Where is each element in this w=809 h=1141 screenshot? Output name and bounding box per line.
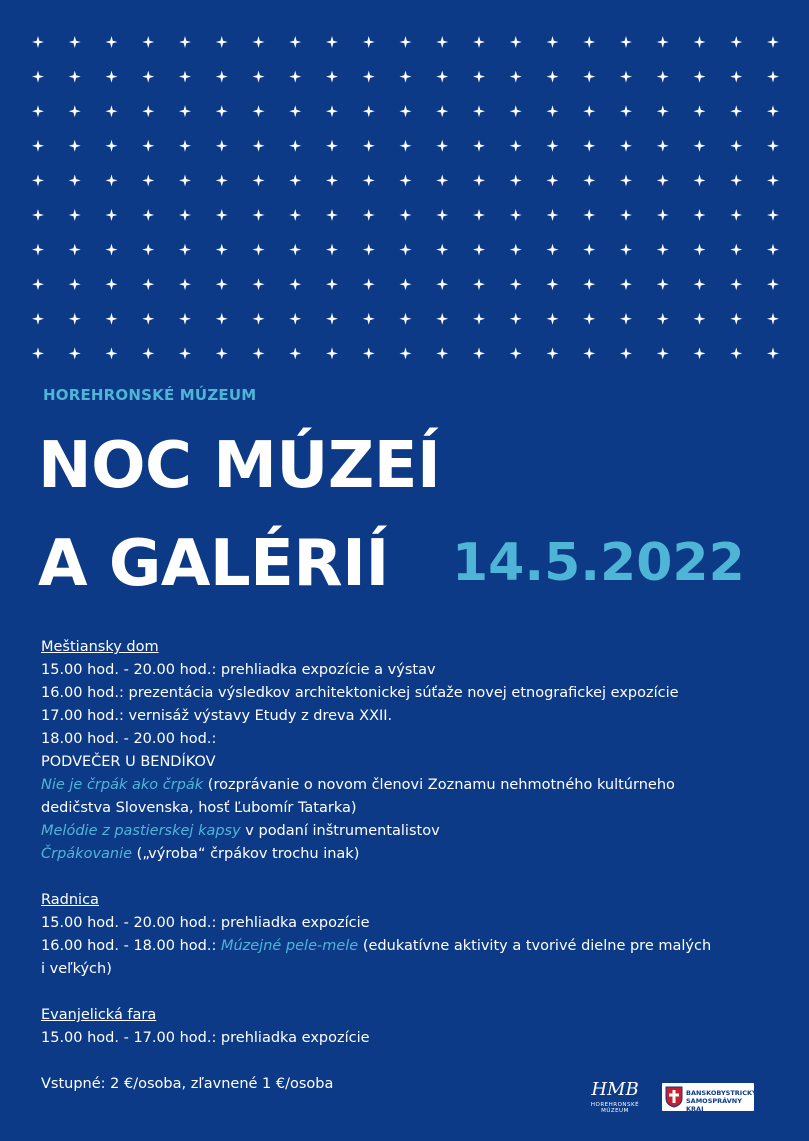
star-icon [436,174,448,186]
item-text: („výroba“ črpákov trochu inak) [132,846,360,862]
star-icon [473,174,485,186]
star-icon [289,71,301,83]
star-icon [363,105,375,117]
star-icon [730,71,742,83]
star-icon [583,244,595,256]
star-icon [400,278,412,290]
star-icon [32,36,44,48]
star-icon [767,71,779,83]
star-icon [473,71,485,83]
program-line: 16.00 hod.: prezentácia výsledkov architektonickej súťaže novej etnografickej expozície [41,685,679,701]
star-icon [32,313,44,325]
star-icon [69,209,81,221]
item-text: v podaní inštrumentalistov [240,823,440,839]
star-icon [400,347,412,359]
star-icon [620,174,632,186]
star-icon [730,278,742,290]
star-icon [69,313,81,325]
program [41,636,781,1050]
star-icon [620,71,632,83]
star-icon [694,209,706,221]
star-icon [32,244,44,256]
star-icon [547,105,559,117]
star-icon [547,36,559,48]
star-icon [767,174,779,186]
star-icon [510,278,522,290]
star-icon [142,313,154,325]
star-icon [583,71,595,83]
program-line: 15.00 hod. - 17.00 hod.: prehliadka expozície [41,1030,370,1046]
star-icon [510,209,522,221]
star-icon [289,278,301,290]
star-icon [657,71,669,83]
star-icon [436,71,448,83]
star-icon [69,140,81,152]
star-icon [767,347,779,359]
star-icon [730,209,742,221]
star-icon [767,313,779,325]
star-icon [510,244,522,256]
star-icon [473,36,485,48]
program-item [41,935,781,958]
star-icon [436,278,448,290]
star-icon [69,278,81,290]
star-icon [32,209,44,221]
star-icon [400,313,412,325]
star-icon [363,209,375,221]
star-icon [69,36,81,48]
star-icon [216,36,228,48]
star-icon [179,105,191,117]
star-icon [253,105,265,117]
star-icon [106,71,118,83]
bbsk-line2: SAMOSPRÁVNY KRAJ [686,1097,742,1113]
item-text: i veľkých) [41,961,112,977]
star-icon [142,140,154,152]
star-icon [657,244,669,256]
star-icon [620,347,632,359]
star-icon [363,347,375,359]
star-icon [142,174,154,186]
star-icon [547,313,559,325]
star-icon [32,347,44,359]
hmb-logo-subtitle: HOREHRONSKÉ MÚZEUM [590,1102,640,1114]
star-icon [289,313,301,325]
star-icon [547,278,559,290]
star-icon [253,278,265,290]
star-icon [510,105,522,117]
coat-of-arms-icon [665,1086,683,1108]
star-icon [473,313,485,325]
star-icon [106,36,118,48]
star-icon [216,313,228,325]
star-icon [400,174,412,186]
star-icon [326,209,338,221]
program-item [41,774,781,797]
star-icon [510,174,522,186]
star-icon [583,347,595,359]
star-icon [106,209,118,221]
star-icon [216,244,228,256]
star-icon [657,209,669,221]
star-pattern [0,0,809,370]
star-icon [179,36,191,48]
star-icon [620,313,632,325]
bbsk-line1: BANSKOBYSTRICKÝ [686,1089,757,1097]
star-icon [363,71,375,83]
star-icon [620,209,632,221]
star-icon [179,174,191,186]
star-icon [106,244,118,256]
hmb-logo [577,1080,653,1114]
star-icon [142,278,154,290]
star-icon [253,313,265,325]
star-icon [473,347,485,359]
star-icon [400,244,412,256]
item-title: Múzejné pele-mele [220,938,359,954]
star-icon [326,105,338,117]
star-icon [730,313,742,325]
star-icon [32,174,44,186]
star-icon [400,105,412,117]
bbsk-logo-text [686,1089,757,1113]
star-icon [473,209,485,221]
star-icon [400,209,412,221]
star-icon [253,244,265,256]
star-icon [106,347,118,359]
event-date: 14.5.2022 [452,533,745,593]
star-icon [69,105,81,117]
bbsk-logo [662,1083,757,1113]
star-icon [620,140,632,152]
star-icon [289,105,301,117]
star-icon [326,313,338,325]
program-line: 15.00 hod. - 20.00 hod.: prehliadka expozície a výstav [41,662,436,678]
star-icon [326,174,338,186]
star-icon [142,36,154,48]
star-icon [436,209,448,221]
star-icon [473,105,485,117]
star-icon [326,36,338,48]
item-text: (rozprávanie o novom členovi Zoznamu nehmotného kultúrneho [203,777,675,793]
star-icon [106,313,118,325]
admission-price: Vstupné: 2 €/osoba, zľavnené 1 €/osoba [41,1076,334,1092]
star-icon [547,140,559,152]
item-text: dedičstva Slovenska, hosť Ľubomír Tatarka) [41,800,357,816]
star-icon [620,278,632,290]
star-icon [289,209,301,221]
star-icon [657,278,669,290]
star-icon [142,209,154,221]
star-icon [730,347,742,359]
star-icon [694,278,706,290]
star-icon [767,244,779,256]
star-icon [216,209,228,221]
star-icon [730,174,742,186]
program-line: 15.00 hod. - 20.00 hod.: prehliadka expozície [41,915,370,931]
star-icon [363,36,375,48]
star-icon [216,174,228,186]
star-icon [363,278,375,290]
star-icon [326,140,338,152]
star-icon [32,278,44,290]
star-icon [620,36,632,48]
star-icon [253,347,265,359]
star-icon [510,347,522,359]
star-icon [694,105,706,117]
star-icon [106,140,118,152]
star-icon [730,244,742,256]
star-icon [473,140,485,152]
star-icon [620,105,632,117]
star-icon [216,140,228,152]
star-icon [326,278,338,290]
star-icon [620,244,632,256]
star-icon [253,174,265,186]
program-item [41,820,781,843]
star-icon [730,140,742,152]
star-icon [694,71,706,83]
star-icon [767,36,779,48]
star-icon [253,36,265,48]
star-icon [657,140,669,152]
item-title: Nie je črpák ako črpák [41,777,204,793]
venue-title: Evanjelická fara [41,1007,157,1023]
star-icon [547,174,559,186]
event-title-line2: A GALÉRIÍ [38,527,389,601]
star-icon [326,347,338,359]
star-icon [363,140,375,152]
star-icon [657,174,669,186]
star-icon [142,347,154,359]
star-icon [510,140,522,152]
star-icon [767,140,779,152]
event-title-line1: NOC MÚZEÍ [38,429,441,503]
star-icon [694,140,706,152]
star-icon [253,209,265,221]
star-icon [216,278,228,290]
star-icon [253,140,265,152]
star-icon [657,347,669,359]
star-icon [253,71,265,83]
star-icon [179,140,191,152]
star-icon [69,244,81,256]
star-icon [473,244,485,256]
star-icon [69,71,81,83]
star-icon [289,347,301,359]
star-icon [179,209,191,221]
star-icon [510,313,522,325]
star-icon [694,244,706,256]
star-icon [179,347,191,359]
star-icon [510,71,522,83]
star-icon [657,313,669,325]
star-icon [583,313,595,325]
star-icon [694,36,706,48]
star-icon [400,140,412,152]
star-icon [583,209,595,221]
program-line: 17.00 hod.: vernisáž výstavy Etudy z dreva XXII. [41,708,393,724]
star-icon [694,313,706,325]
star-icon [547,347,559,359]
star-icon [400,36,412,48]
star-icon [326,244,338,256]
star-icon [436,36,448,48]
program-subtitle: PODVEČER U BENDÍKOV [41,754,216,770]
star-icon [216,71,228,83]
star-icon [142,244,154,256]
star-icon [32,105,44,117]
venue-title: Meštiansky dom [41,639,159,655]
star-icon [363,244,375,256]
star-icon [32,71,44,83]
program-item [41,843,781,866]
museum-name: HOREHRONSKÉ MÚZEUM [43,386,257,404]
star-icon [730,105,742,117]
star-icon [436,347,448,359]
star-icon [106,278,118,290]
star-icon [436,105,448,117]
spacer [41,981,781,1004]
item-title: Črpákovanie [41,846,133,862]
star-icon [583,174,595,186]
star-icon [142,105,154,117]
item-title: Melódie z pastierskej kapsy [41,823,241,839]
star-icon [436,244,448,256]
star-icon [657,36,669,48]
star-icon [547,244,559,256]
star-icon [289,174,301,186]
star-icon [69,174,81,186]
star-icon [473,278,485,290]
star-icon [32,140,44,152]
hmb-logo-mark: HMB [591,1079,639,1100]
star-icon [106,105,118,117]
star-icon [547,209,559,221]
star-icon [216,347,228,359]
star-icon [767,278,779,290]
star-icon [106,174,118,186]
venue-title: Radnica [41,892,99,908]
star-icon [289,244,301,256]
star-icon [583,36,595,48]
star-icon [657,105,669,117]
star-icon [289,36,301,48]
item-text: (edukatívne aktivity a tvorivé dielne pre malých [358,938,712,954]
star-icon [363,174,375,186]
star-icon [436,140,448,152]
star-icon [583,140,595,152]
star-icon [767,105,779,117]
star-icon [179,71,191,83]
star-icon [363,313,375,325]
program-line: 18.00 hod. - 20.00 hod.: [41,731,217,747]
spacer [41,866,781,889]
star-icon [142,71,154,83]
star-icon [216,105,228,117]
star-icon [179,278,191,290]
star-icon [547,71,559,83]
star-icon [326,71,338,83]
star-icon [510,36,522,48]
star-icon [694,347,706,359]
star-icon [583,278,595,290]
star-icon [289,140,301,152]
star-icon [179,313,191,325]
star-icon [730,36,742,48]
star-icon [69,347,81,359]
star-icon [179,244,191,256]
star-icon [436,313,448,325]
star-icon [583,105,595,117]
star-icon [694,174,706,186]
star-icon [767,209,779,221]
item-time: 16.00 hod. - 18.00 hod.: [41,938,221,954]
star-icon [400,71,412,83]
